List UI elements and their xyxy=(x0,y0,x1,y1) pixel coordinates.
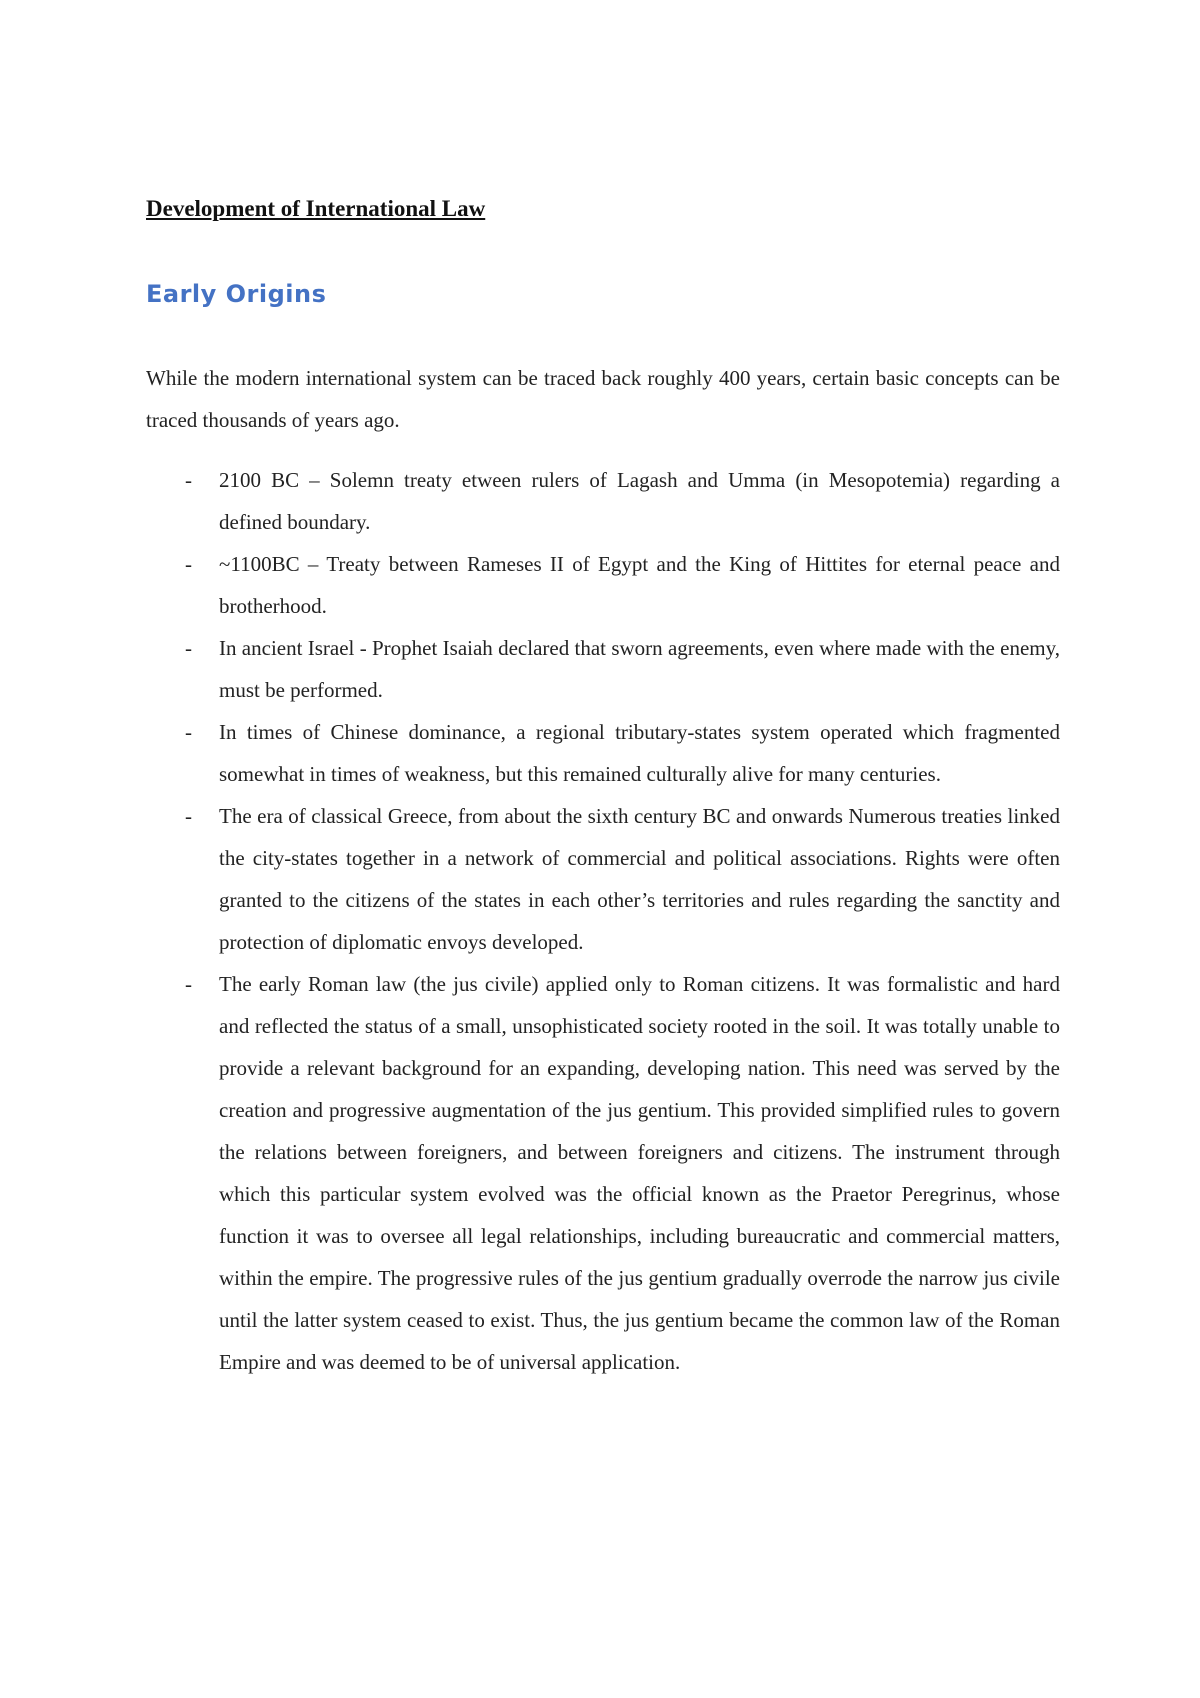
bullet-item xyxy=(146,711,1060,795)
bullet-item xyxy=(146,459,1060,543)
bullet-marker: - xyxy=(185,468,192,492)
bullet-text: 2100 BC – Solemn treaty etween rulers of Lagash and Umma (in Mesopotemia) regarding a defined boundary. xyxy=(219,468,1060,534)
bullet-item xyxy=(146,795,1060,963)
intro-paragraph: While the modern international system can be traced back roughly 400 years, certain basic concepts can be traced thousands of years ago. xyxy=(146,366,1060,432)
bullet-text: ~1100BC – Treaty between Rameses II of Egypt and the King of Hittites for eternal peace and brotherhood. xyxy=(219,552,1060,618)
bullet-list xyxy=(146,459,1060,1383)
bullet-marker: - xyxy=(185,552,192,576)
document-title: Development of International Law xyxy=(146,196,486,221)
bullet-marker: - xyxy=(185,972,192,996)
bullet-marker: - xyxy=(185,720,192,744)
bullet-text: The era of classical Greece, from about the sixth century BC and onwards Numerous treaties linked the city-states together in a network of commercial and political associations. Rights were often granted to the citizens of the states in each other’s territories and rules regarding the sanctity and protection of diplomatic envoys developed. xyxy=(219,804,1060,954)
bullet-item xyxy=(146,963,1060,1383)
bullet-text: In times of Chinese dominance, a regional tributary-states system operated which fragmented somewhat in times of weakness, but this remained culturally alive for many centuries. xyxy=(219,720,1060,786)
bullet-item xyxy=(146,627,1060,711)
bullet-item xyxy=(146,543,1060,627)
section-heading: Early Origins xyxy=(146,280,327,308)
bullet-text: In ancient Israel - Prophet Isaiah declared that sworn agreements, even where made with the enemy, must be performed. xyxy=(219,636,1060,702)
bullet-marker: - xyxy=(185,804,192,828)
bullet-marker: - xyxy=(185,636,192,660)
bullet-text: The early Roman law (the jus civile) applied only to Roman citizens. It was formalistic and hard and reflected the status of a small, unsophisticated society rooted in the soil. It was totally unable to provide a relevant background for an expanding, developing nation. This need was served by the creation and progressive augmentation of the jus gentium. This provided simplified rules to govern the relations between foreigners, and between foreigners and citizens. The instrument through which this particular system evolved was the official known as the Praetor Peregrinus, whose function it was to oversee all legal relationships, including bureaucratic and commercial matters, within the empire. The progressive rules of the jus gentium gradually overrode the narrow jus civile until the latter system ceased to exist. Thus, the jus gentium became the common law of the Roman Empire and was deemed to be of universal application. xyxy=(219,972,1060,1374)
